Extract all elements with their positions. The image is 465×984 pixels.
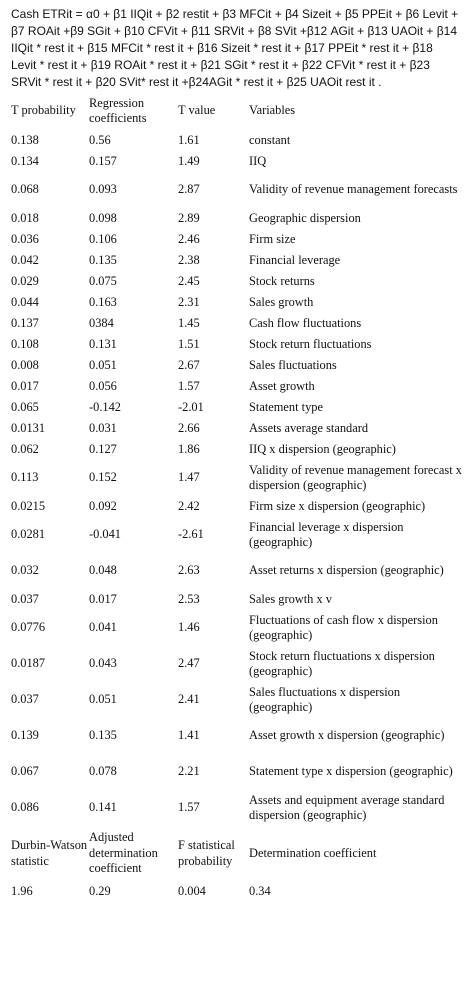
variable-cell: Sales growth	[249, 294, 314, 309]
t-value-cell: 2.41	[178, 692, 200, 707]
t-probability-cell: 0.0281	[11, 527, 46, 542]
table-body	[11, 130, 463, 826]
t-probability-cell: 0.029	[11, 273, 39, 288]
table-row	[11, 271, 463, 292]
coefficient-cell: 0.127	[89, 441, 117, 456]
t-value-cell: 2.38	[178, 252, 200, 267]
variable-cell: Validity of revenue management forecasts	[249, 182, 458, 197]
t-probability-cell: 0.018	[11, 210, 39, 225]
coefficient-cell: 0.135	[89, 728, 117, 743]
t-value-cell: 1.57	[178, 378, 200, 393]
variable-cell: Validity of revenue management forecast x dispersion (geographic)	[249, 462, 462, 492]
coefficient-cell: 0.041	[89, 620, 117, 635]
t-value-cell: -2.01	[178, 399, 204, 414]
variable-cell: IIQ x dispersion (geographic)	[249, 441, 396, 456]
table-row	[11, 496, 463, 517]
table-row	[11, 229, 463, 250]
variable-cell: Asset growth	[249, 378, 315, 393]
coefficient-cell: 0.092	[89, 498, 117, 513]
t-probability-cell: 0.037	[11, 692, 39, 707]
table-row	[11, 682, 463, 718]
header-adjusted-r2: Adjusted determination coefficient	[89, 830, 158, 876]
variable-cell: Stock return fluctuations	[249, 336, 372, 351]
coefficient-cell: 0.135	[89, 252, 117, 267]
variable-cell: Stock return fluctuations x dispersion (geographic)	[249, 648, 435, 678]
variable-cell: Financial leverage x dispersion (geographic)	[249, 519, 404, 549]
value-durbin-watson: 1.96	[11, 884, 33, 899]
t-probability-cell: 0.042	[11, 252, 39, 267]
t-probability-cell: 0.044	[11, 294, 39, 309]
header-t-value: T value	[178, 103, 216, 118]
coefficient-cell: 0.106	[89, 231, 117, 246]
regression-formula: Cash ETRit = α0 + β1 IIQit + β2 restit + β3 MFCit + β4 Sizeit + β5 PPEit + β6 Levit + β7 ROAit +β9 SGit + β10 CFVit + β11 SRVit + β8 SVit +β12 AGit + β13 UAOit + β14 IIQit * rest it + β15 MFCit * rest it + β16 Sizeit * rest it + β17 PPEit * rest it + β18 Levit * rest it + β19 ROAit * rest it + β21 SGit * rest it + β22 CFVit * rest it + β23 SRVit * rest it + β20 SVit* rest it +β24AGit * rest it + β25 UAOit rest it .	[11, 7, 459, 89]
coefficient-cell: 0.078	[89, 764, 117, 779]
t-probability-cell: 0.0215	[11, 498, 46, 513]
coefficient-cell: 0.131	[89, 336, 117, 351]
variable-cell: Statement type x dispersion (geographic)	[249, 764, 453, 779]
t-probability-cell: 0.0187	[11, 656, 46, 671]
table-row	[11, 553, 463, 589]
table-row	[11, 172, 463, 208]
variable-cell: Assets average standard	[249, 420, 369, 435]
variable-cell: IIQ	[249, 153, 267, 168]
t-probability-cell: 0.062	[11, 441, 39, 456]
t-probability-cell: 0.0131	[11, 420, 46, 435]
t-probability-cell: 0.138	[11, 132, 39, 147]
table-row	[11, 439, 463, 460]
coefficient-cell: 0384	[89, 315, 114, 330]
coefficient-cell: 0.141	[89, 800, 117, 815]
t-value-cell: -2.61	[178, 527, 204, 542]
coefficient-cell: 0.56	[89, 132, 111, 147]
table-row	[11, 313, 463, 334]
table-row	[11, 718, 463, 754]
table-row	[11, 460, 463, 496]
value-adjusted-r2: 0.29	[89, 884, 111, 899]
coefficient-cell: -0.041	[89, 527, 122, 542]
t-value-cell: 2.46	[178, 231, 200, 246]
table-row	[11, 334, 463, 355]
variable-cell: Financial leverage	[249, 252, 341, 267]
coefficient-cell: 0.048	[89, 563, 117, 578]
t-value-cell: 2.89	[178, 210, 200, 225]
t-value-cell: 2.47	[178, 656, 200, 671]
variable-cell: Sales fluctuations	[249, 357, 337, 372]
t-value-cell: 1.45	[178, 315, 200, 330]
variable-cell: Stock returns	[249, 273, 315, 288]
header-r2: Determination coefficient	[249, 845, 377, 860]
table-row	[11, 589, 463, 610]
variable-cell: Geographic dispersion	[249, 210, 361, 225]
t-probability-cell: 0.065	[11, 399, 39, 414]
t-value-cell: 1.41	[178, 728, 200, 743]
coefficient-cell: 0.031	[89, 420, 117, 435]
table-row	[11, 292, 463, 313]
variable-cell: Assets and equipment average standard dispersion (geographic)	[249, 792, 445, 822]
t-probability-cell: 0.036	[11, 231, 39, 246]
coefficient-cell: -0.142	[89, 399, 122, 414]
coefficient-cell: 0.043	[89, 656, 117, 671]
t-value-cell: 2.67	[178, 357, 200, 372]
variable-cell: Asset growth x dispersion (geographic)	[249, 728, 445, 743]
table-row	[11, 418, 463, 439]
header-durbin-watson: Durbin-Watson statistic	[11, 838, 88, 868]
table-row	[11, 610, 463, 646]
t-probability-cell: 0.108	[11, 336, 39, 351]
variable-cell: Statement type	[249, 399, 323, 414]
t-value-cell: 2.66	[178, 420, 200, 435]
t-value-cell: 1.86	[178, 441, 200, 456]
header-variables: Variables	[249, 103, 296, 118]
table-row	[11, 790, 463, 826]
t-value-cell: 2.42	[178, 498, 200, 513]
t-value-cell: 2.21	[178, 764, 200, 779]
t-probability-cell: 0.032	[11, 563, 39, 578]
t-probability-cell: 0.113	[11, 470, 39, 485]
t-probability-cell: 0.137	[11, 315, 39, 330]
t-value-cell: 1.61	[178, 132, 200, 147]
t-value-cell: 1.51	[178, 336, 200, 351]
header-f-probability: F statistical probability	[178, 838, 235, 868]
t-value-cell: 1.47	[178, 470, 200, 485]
variable-cell: constant	[249, 132, 291, 147]
coefficient-cell: 0.017	[89, 591, 117, 606]
t-value-cell: 2.53	[178, 591, 200, 606]
table-row	[11, 754, 463, 790]
table-row	[11, 250, 463, 271]
t-value-cell: 2.87	[178, 182, 200, 197]
variable-cell: Firm size	[249, 231, 296, 246]
coefficient-cell: 0.163	[89, 294, 117, 309]
t-probability-cell: 0.017	[11, 378, 39, 393]
table-row	[11, 517, 463, 553]
coefficient-cell: 0.098	[89, 210, 117, 225]
t-probability-cell: 0.068	[11, 182, 39, 197]
variable-cell: Fluctuations of cash flow x dispersion (geographic)	[249, 612, 438, 642]
coefficient-cell: 0.157	[89, 153, 117, 168]
coefficient-cell: 0.093	[89, 182, 117, 197]
table-row	[11, 646, 463, 682]
t-value-cell: 2.63	[178, 563, 200, 578]
table-row	[11, 355, 463, 376]
header-t-probability: T probability	[11, 103, 76, 118]
t-probability-cell: 0.008	[11, 357, 39, 372]
variable-cell: Sales growth x v	[249, 591, 332, 606]
footer-header-row	[11, 826, 463, 881]
value-f-probability: 0.004	[178, 884, 206, 899]
value-r2: 0.34	[249, 884, 271, 899]
coefficient-cell: 0.075	[89, 273, 117, 288]
t-probability-cell: 0.139	[11, 728, 39, 743]
t-value-cell: 2.45	[178, 273, 200, 288]
coefficient-cell: 0.056	[89, 378, 117, 393]
variable-cell: Firm size x dispersion (geographic)	[249, 498, 426, 513]
t-probability-cell: 0.037	[11, 591, 39, 606]
variable-cell: Cash flow fluctuations	[249, 315, 362, 330]
variable-cell: Asset returns x dispersion (geographic)	[249, 563, 444, 578]
table-row	[11, 376, 463, 397]
regression-table	[11, 92, 463, 903]
t-probability-cell: 0.067	[11, 764, 39, 779]
t-probability-cell: 0.0776	[11, 620, 46, 635]
coefficient-cell: 0.152	[89, 470, 117, 485]
table-row	[11, 151, 463, 172]
t-probability-cell: 0.086	[11, 800, 39, 815]
variable-cell: Sales fluctuations x dispersion (geographic)	[249, 684, 401, 714]
coefficient-cell: 0.051	[89, 357, 117, 372]
t-value-cell: 1.49	[178, 153, 200, 168]
t-value-cell: 2.31	[178, 294, 200, 309]
table-header-row	[11, 92, 463, 130]
t-value-cell: 1.46	[178, 620, 200, 635]
t-probability-cell: 0.134	[11, 153, 39, 168]
footer-values-row	[11, 881, 463, 903]
table-row	[11, 397, 463, 418]
header-regression-coefficients: Regression coefficients	[89, 95, 147, 125]
table-row	[11, 208, 463, 229]
t-value-cell: 1.57	[178, 800, 200, 815]
coefficient-cell: 0.051	[89, 692, 117, 707]
table-row	[11, 130, 463, 151]
